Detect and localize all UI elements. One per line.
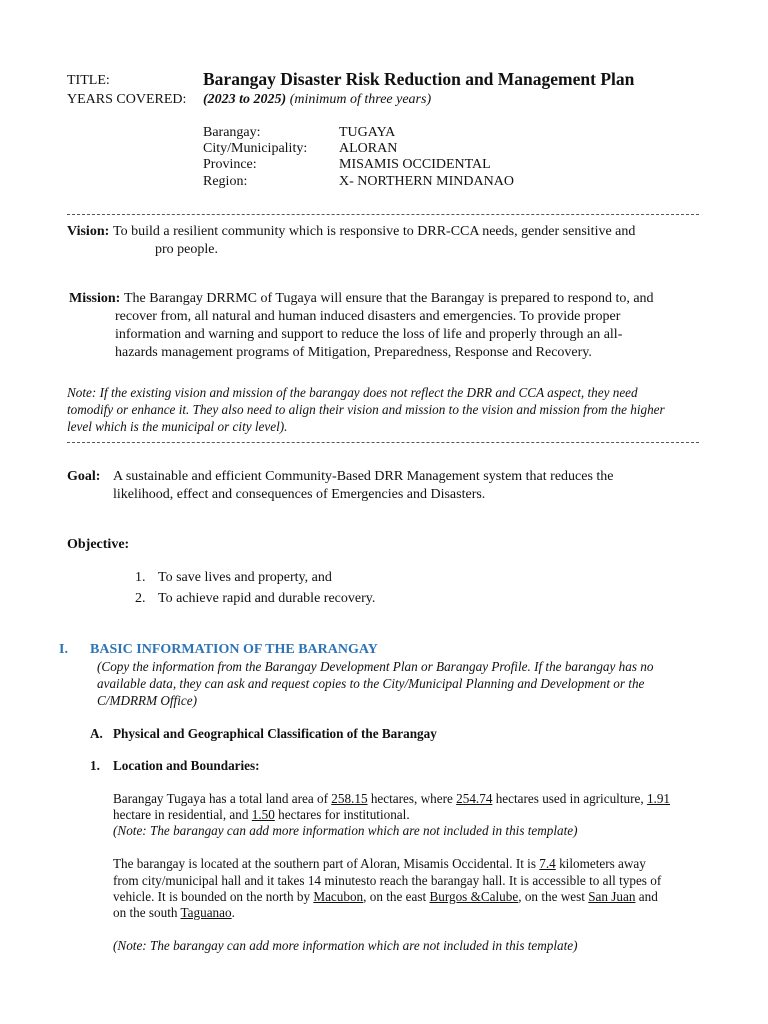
closing-note: (Note: The barangay can add more information which are not included in this template) [113,938,578,953]
years-range: (2023 to 2025) [203,92,287,107]
agriculture-area-value: 254.74 [456,791,493,806]
objective-item-number: 2. [135,591,146,606]
field-value-city: ALORAN [339,141,398,156]
total-area-value: 258.15 [331,791,368,806]
field-label-region: Region: [203,174,248,189]
text: hectares for institutional. [274,807,410,822]
text: vehicle. It is bounded on the north by [113,889,314,904]
section-heading: BASIC INFORMATION OF THE BARANGAY [90,642,378,657]
goal-line-1: A sustainable and efficient Community-Based DRR Management system that reduces the [113,469,614,484]
text: on the south [113,905,181,920]
institutional-area-value: 1.50 [251,807,275,822]
mission-line-4: hazards management programs of Mitigation, Preparedness, Response and Recovery. [115,345,592,360]
text: kilometers away [555,856,646,871]
vision-line-1: To build a resilient community which is responsive to DRR-CCA needs, gender sensitive and [113,224,636,239]
title-label: TITLE: [67,73,110,88]
location-paragraph-line-4 [113,904,235,921]
section-note-line-1: (Copy the information from the Barangay Development Plan or Barangay Profile. If the barangay has no [97,659,654,674]
text: and [635,889,658,904]
text: hectare in residential, and [113,807,252,822]
document-title: Barangay Disaster Risk Reduction and Management Plan [203,69,635,89]
subsection-a-heading: Physical and Geographical Classification of the Barangay [113,726,437,741]
subsection-a-number: A. [90,726,103,741]
goal-label: Goal: [67,469,101,484]
subsection-1-heading: Location and Boundaries: [113,758,260,773]
text: Barangay Tugaya has a total land area of [113,791,332,806]
vision-line-2: pro people. [155,242,218,257]
separator-line [67,442,699,443]
text: hectares used in agriculture, [492,791,647,806]
field-label-city: City/Municipality: [203,141,308,156]
field-value-province: MISAMIS OCCIDENTAL [339,157,491,172]
objective-item: To save lives and property, and [158,570,332,585]
objective-item-number: 1. [135,570,146,585]
note-line-2: tomodify or enhance it. They also need to align their vision and mission to the vision and mission from the higher [67,402,665,417]
vision-label: Vision: [67,224,110,239]
field-value-barangay: TUGAYA [339,125,396,140]
mission-label: Mission: [69,291,121,306]
text: , on the east [363,889,430,904]
location-paragraph-line-3 [113,888,658,905]
objective-label: Objective: [67,537,130,552]
note-line-1: Note: If the existing vision and mission of the barangay does not reflect the DRR and CCA aspect, they need [67,385,638,400]
years-covered-label: YEARS COVERED: [67,92,187,107]
distance-value: 7.4 [539,856,556,871]
field-value-region: X- NORTHERN MINDANAO [339,174,514,189]
mission-line-3: information and warning and support to reduce the loss of life and properly through an all- [115,327,623,342]
subsection-1-number: 1. [90,758,100,773]
land-area-paragraph-line-1 [113,790,670,807]
mission-line-2: recover from, all natural and human induced disasters and emergencies. To provide proper [115,309,621,324]
section-note-line-3: C/MDRRM Office) [97,693,197,708]
location-paragraph-line-2: from city/municipal hall and it takes 14 minutesto reach the barangay hall. It is accessible to all types of [113,873,662,888]
section-note-line-2: available data, they can ask and request copies to the City/Municipal Planning and Development or the [97,676,645,691]
field-label-barangay: Barangay: [203,125,261,140]
north-boundary: Macubon [313,889,364,904]
south-boundary: Taguanao [180,905,232,920]
location-paragraph-line-1 [113,855,646,872]
goal-line-2: likelihood, effect and consequences of Emergencies and Disasters. [113,487,486,502]
text: , on the west [518,889,589,904]
text: The barangay is located at the southern part of Aloran, Misamis Occidental. It is [113,856,540,871]
objective-item: To achieve rapid and durable recovery. [158,591,376,606]
separator-line [67,214,699,215]
years-note: (minimum of three years) [289,92,432,107]
mission-line-1: The Barangay DRRMC of Tugaya will ensure that the Barangay is prepared to respond to, and [124,291,654,306]
section-number: I. [59,642,68,657]
land-area-note: (Note: The barangay can add more information which are not included in this template) [113,823,578,838]
note-line-3: level which is the municipal or city level). [67,419,288,434]
residential-area-value: 1.91 [646,791,671,806]
west-boundary: San Juan [588,889,636,904]
years-covered-value [203,91,431,109]
text: . [231,905,235,920]
text: hectares, where [367,791,457,806]
east-boundary: Burgos &Calube [429,889,519,904]
field-label-province: Province: [203,157,257,172]
land-area-paragraph-line-2 [113,806,410,823]
